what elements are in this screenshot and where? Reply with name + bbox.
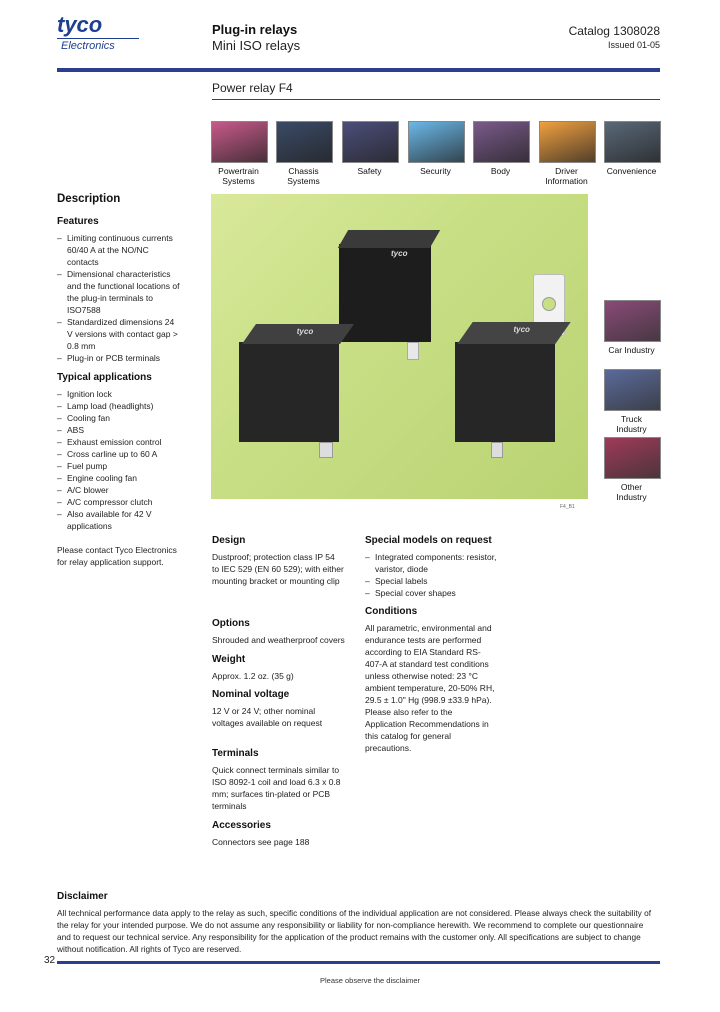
relay-top-lid [338,230,440,248]
electronics-logo-text: Electronics [61,40,115,52]
category-label: Security [420,166,451,176]
industry-image [604,300,661,342]
terminals-text: Quick connect terminals similar to ISO 8092-1 coil and load 6.3 x 0.8 mm; surfaces tin-plated or PCB terminals [212,765,341,811]
industry-tile [604,300,659,355]
header-rule [57,68,660,72]
accessories-heading: Accessories [212,820,271,831]
relay-product-photo [211,194,588,499]
industry-label: Car Industry [608,345,655,355]
product-rule [212,99,660,100]
list-item: – Special cover shapes [365,587,500,599]
industry-image [604,369,661,411]
page-number: 32 [44,955,56,966]
list-item: – Cooling fan [57,412,182,424]
list-item: – Dimensional characteristics and the functional locations of the plug-in terminals to ISO7588 [57,268,182,316]
category-tile [342,121,397,176]
category-tile [276,121,331,186]
voltage-heading: Nominal voltage [212,689,290,700]
logo-divider [57,38,139,39]
list-item: – Cross carline up to 60 A [57,448,182,460]
relay-left-pin [319,442,333,458]
relay-left [239,342,339,442]
disclaimer-heading: Disclaimer [57,891,108,902]
category-label: Safety [357,166,382,176]
description-heading: Description [57,193,121,205]
issued-date: Issued 01-05 [607,40,660,50]
category-image [473,121,530,163]
relay-right-pin [491,442,503,458]
design-text: Dustproof; protection class IP 54 to IEC 529 (EN 60 529); with either mounting bracket or mounting clip [212,552,344,586]
options-heading: Options [212,618,250,629]
tyco-logo: tyco [57,12,103,37]
list-item: – A/C blower [57,484,182,496]
list-item: – Ignition lock [57,388,182,400]
industry-image [604,437,661,479]
weight-text: Approx. 1.2 oz. (35 g) [212,671,294,681]
features-list [57,232,182,364]
options-text: Shrouded and weatherproof covers [212,635,345,645]
category-label: Driver Information [545,166,588,186]
list-item: – Plug-in or PCB terminals [57,352,182,364]
accessories-text: Connectors see page 188 [212,837,310,847]
page-subtitle: Mini ISO relays [212,38,301,53]
category-label: Powertrain Systems [218,166,259,186]
weight-heading: Weight [212,654,246,665]
relay-right-logo: tyco [513,325,530,334]
design-heading: Design [212,535,246,546]
industry-label: Truck Industry [616,414,647,434]
contact-note: Please contact Tyco Electronics for relay application support. [57,545,177,567]
footer-note: Please observe the disclaimer [320,976,421,985]
list-item: – Special labels [365,575,500,587]
list-item: – Exhaust emission control [57,436,182,448]
footer-rule [57,961,660,964]
industry-tile [604,369,659,434]
conditions-text: All parametric, environmental and endurance tests are performed according to EIA Standard RS-407-A at standard test conditions unless otherwise noted: 23 °C ambient temperature, 20-50% RH, 29.5 ± 1.0" Hg (998.9 ±33.9 hPa). Please also refer to the Application Recommendations in this catalog for general precautions. [365,623,495,753]
terminals-heading: Terminals [212,748,259,759]
relay-top-pin [407,342,419,360]
category-image [408,121,465,163]
list-item: – A/C compressor clutch [57,496,182,508]
list-item: – Also available for 42 V applications [57,508,182,532]
category-label: Chassis Systems [287,166,320,186]
conditions-heading: Conditions [365,606,418,617]
category-tile [408,121,463,176]
list-item: – ABS [57,424,182,436]
category-image [604,121,661,163]
voltage-text: 12 V or 24 V; other nominal voltages available on request [212,706,323,728]
catalog-number: Catalog 1308028 [568,24,660,38]
list-item: – Engine cooling fan [57,472,182,484]
category-tile [211,121,266,186]
features-heading: Features [57,216,99,227]
relay-left-lid [242,324,354,344]
product-name: Power relay F4 [212,81,293,95]
relay-top [339,244,431,342]
page-title: Plug-in relays [212,22,298,37]
category-tile [539,121,594,186]
special-models-list [365,551,500,599]
category-image [539,121,596,163]
industry-label: Other Industry [616,482,647,502]
category-image [211,121,268,163]
category-image [342,121,399,163]
relay-top-logo: tyco [391,249,408,258]
list-item: – Lamp load (headlights) [57,400,182,412]
applications-list [57,388,182,532]
disclaimer-text: All technical performance data apply to the relay as such, specific conditions of the individual application are not considered. Please always check the suitability of the relay for your intended purpose. We do not assume any responsibility or liability for non-compliance herewith. We recommend to complete our questionnaire and to request our technical service. Any responsibility for the application of the product remains with the customer only. All specifications are subject to change without notification. All rights of Tyco are reserved. [57,908,652,954]
relay-left-logo: tyco [296,327,314,336]
category-label: Body [490,166,511,176]
category-label: Convenience [606,166,657,176]
category-tile [604,121,659,176]
special-models-heading: Special models on request [365,535,492,546]
category-tile [473,121,528,176]
list-item: – Fuel pump [57,460,182,472]
category-image [276,121,333,163]
industry-tile [604,437,659,502]
relay-right-lid [457,322,570,344]
relay-right [455,342,555,442]
list-item: – Limiting continuous currents 60/40 A at the NO/NC contacts [57,232,182,268]
list-item: – Standardized dimensions 24 V versions with contact gap > 0.8 mm [57,316,182,352]
list-item: – Integrated components: resistor, varistor, diode [365,551,500,575]
photo-caption: F4_B1 [560,504,575,510]
applications-heading: Typical applications [57,372,152,383]
